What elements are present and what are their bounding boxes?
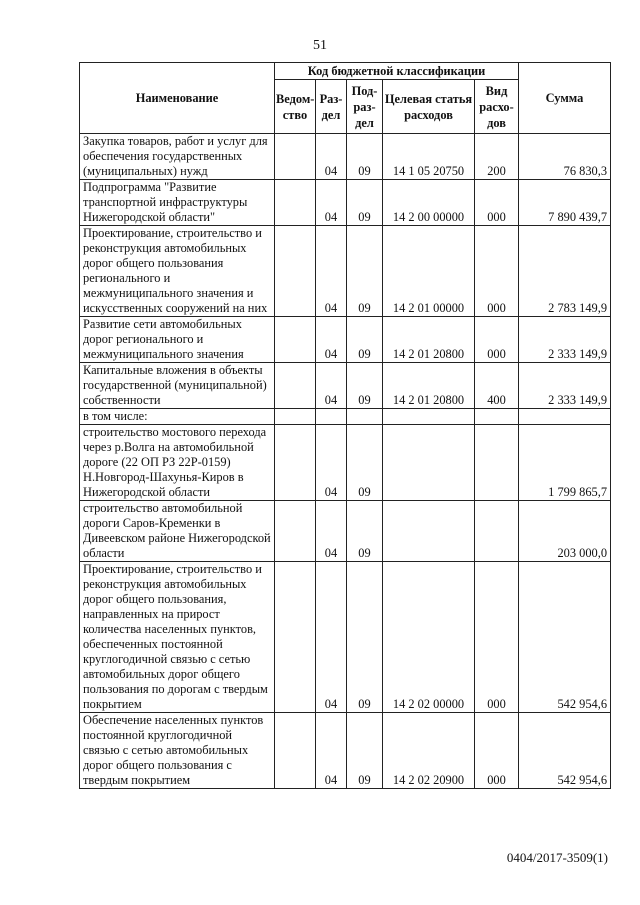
- header-classification-group: Код бюджетной классификации: [275, 63, 519, 80]
- row-section: 04: [316, 713, 347, 789]
- header-name: Наименование: [80, 63, 275, 134]
- row-name: Подпрограмма "Развитие транспортной инфраструктуры Нижегородской области": [80, 180, 275, 226]
- row-name: в том числе:: [80, 409, 275, 425]
- row-section: 04: [316, 180, 347, 226]
- row-expense-type: 000: [475, 226, 519, 317]
- row-department: [275, 425, 316, 501]
- row-target: 14 2 02 00000: [383, 562, 475, 713]
- row-amount: 542 954,6: [519, 562, 611, 713]
- row-target: [383, 501, 475, 562]
- row-name: Капитальные вложения в объекты государственной (муниципальной) собственности: [80, 363, 275, 409]
- row-expense-type: 000: [475, 317, 519, 363]
- row-subsection: 09: [347, 180, 383, 226]
- document-number: 0404/2017-3509(1): [506, 850, 608, 865]
- header-expense-type: Вид расхо-дов: [475, 80, 519, 134]
- row-section: 04: [316, 226, 347, 317]
- row-section: 04: [316, 134, 347, 180]
- row-expense-type: 200: [475, 134, 519, 180]
- row-amount: 7 890 439,7: [519, 180, 611, 226]
- row-department: [275, 363, 316, 409]
- row-department: [275, 317, 316, 363]
- row-expense-type: [475, 425, 519, 501]
- table-row: [80, 562, 611, 713]
- row-name: Обеспечение населенных пунктов постоянной круглогодичной связью с сетью автомобильных дорог общего пользования с твердым покрытием: [80, 713, 275, 789]
- header-section: Раз-дел: [316, 80, 347, 134]
- budget-table: [79, 62, 611, 789]
- row-expense-type: 000: [475, 180, 519, 226]
- page-number: 51: [313, 38, 327, 53]
- row-amount: 2 333 149,9: [519, 363, 611, 409]
- table-row: [80, 226, 611, 317]
- row-target: 14 1 05 20750: [383, 134, 475, 180]
- row-subsection: 09: [347, 134, 383, 180]
- row-subsection: 09: [347, 501, 383, 562]
- row-target: 14 2 01 00000: [383, 226, 475, 317]
- table-row: [80, 425, 611, 501]
- row-subsection: 09: [347, 226, 383, 317]
- row-expense-type: [475, 409, 519, 425]
- row-section: [316, 409, 347, 425]
- row-name: Проектирование, строительство и реконструкция автомобильных дорог общего пользования регионального и межмуниципального значения и искусственных сооружений на них: [80, 226, 275, 317]
- row-department: [275, 562, 316, 713]
- row-department: [275, 180, 316, 226]
- table-row: [80, 501, 611, 562]
- row-section: 04: [316, 425, 347, 501]
- table-row: [80, 363, 611, 409]
- row-department: [275, 134, 316, 180]
- row-amount: 542 954,6: [519, 713, 611, 789]
- row-department: [275, 226, 316, 317]
- table-row: [80, 409, 611, 425]
- row-subsection: 09: [347, 713, 383, 789]
- row-name: строительство мостового перехода через р.Волга на автомобильной дороге (22 ОП РЗ 22Р-0159) Н.Новгород-Шахунья-Киров в Нижегородской области: [80, 425, 275, 501]
- header-target: Целевая статья расходов: [383, 80, 475, 134]
- row-target: 14 2 02 20900: [383, 713, 475, 789]
- row-department: [275, 409, 316, 425]
- row-target: 14 2 01 20800: [383, 317, 475, 363]
- row-name: Закупка товаров, работ и услуг для обеспечения государственных (муниципальных) нужд: [80, 134, 275, 180]
- row-expense-type: 400: [475, 363, 519, 409]
- row-subsection: 09: [347, 317, 383, 363]
- table-row: [80, 134, 611, 180]
- row-name: Проектирование, строительство и реконструкция автомобильных дорог общего пользования, направленных на прирост количества населенных пунктов, обеспеченных постоянной круглогодичной связью с сетью автомобильных дорог общего пользования по дорогам с твердым покрытием: [80, 562, 275, 713]
- row-expense-type: 000: [475, 562, 519, 713]
- row-target: [383, 425, 475, 501]
- header-subsection: Под-раз-дел: [347, 80, 383, 134]
- row-subsection: 09: [347, 425, 383, 501]
- row-department: [275, 713, 316, 789]
- row-amount: 203 000,0: [519, 501, 611, 562]
- row-amount: [519, 409, 611, 425]
- row-section: 04: [316, 562, 347, 713]
- row-section: 04: [316, 501, 347, 562]
- row-section: 04: [316, 363, 347, 409]
- row-name: строительство автомобильной дороги Саров-Кременки в Дивеевском районе Нижегородской области: [80, 501, 275, 562]
- row-target: [383, 409, 475, 425]
- row-subsection: 09: [347, 562, 383, 713]
- row-name: Развитие сети автомобильных дорог регионального и межмуниципального значения: [80, 317, 275, 363]
- row-target: 14 2 00 00000: [383, 180, 475, 226]
- row-amount: 2 783 149,9: [519, 226, 611, 317]
- row-section: 04: [316, 317, 347, 363]
- table-row: [80, 180, 611, 226]
- header-department: Ведом-ство: [275, 80, 316, 134]
- header-amount: Сумма: [519, 63, 611, 134]
- table-row: [80, 713, 611, 789]
- row-amount: 1 799 865,7: [519, 425, 611, 501]
- row-amount: 2 333 149,9: [519, 317, 611, 363]
- row-subsection: [347, 409, 383, 425]
- row-target: 14 2 01 20800: [383, 363, 475, 409]
- row-expense-type: [475, 501, 519, 562]
- row-amount: 76 830,3: [519, 134, 611, 180]
- row-department: [275, 501, 316, 562]
- row-subsection: 09: [347, 363, 383, 409]
- table-row: [80, 317, 611, 363]
- row-expense-type: 000: [475, 713, 519, 789]
